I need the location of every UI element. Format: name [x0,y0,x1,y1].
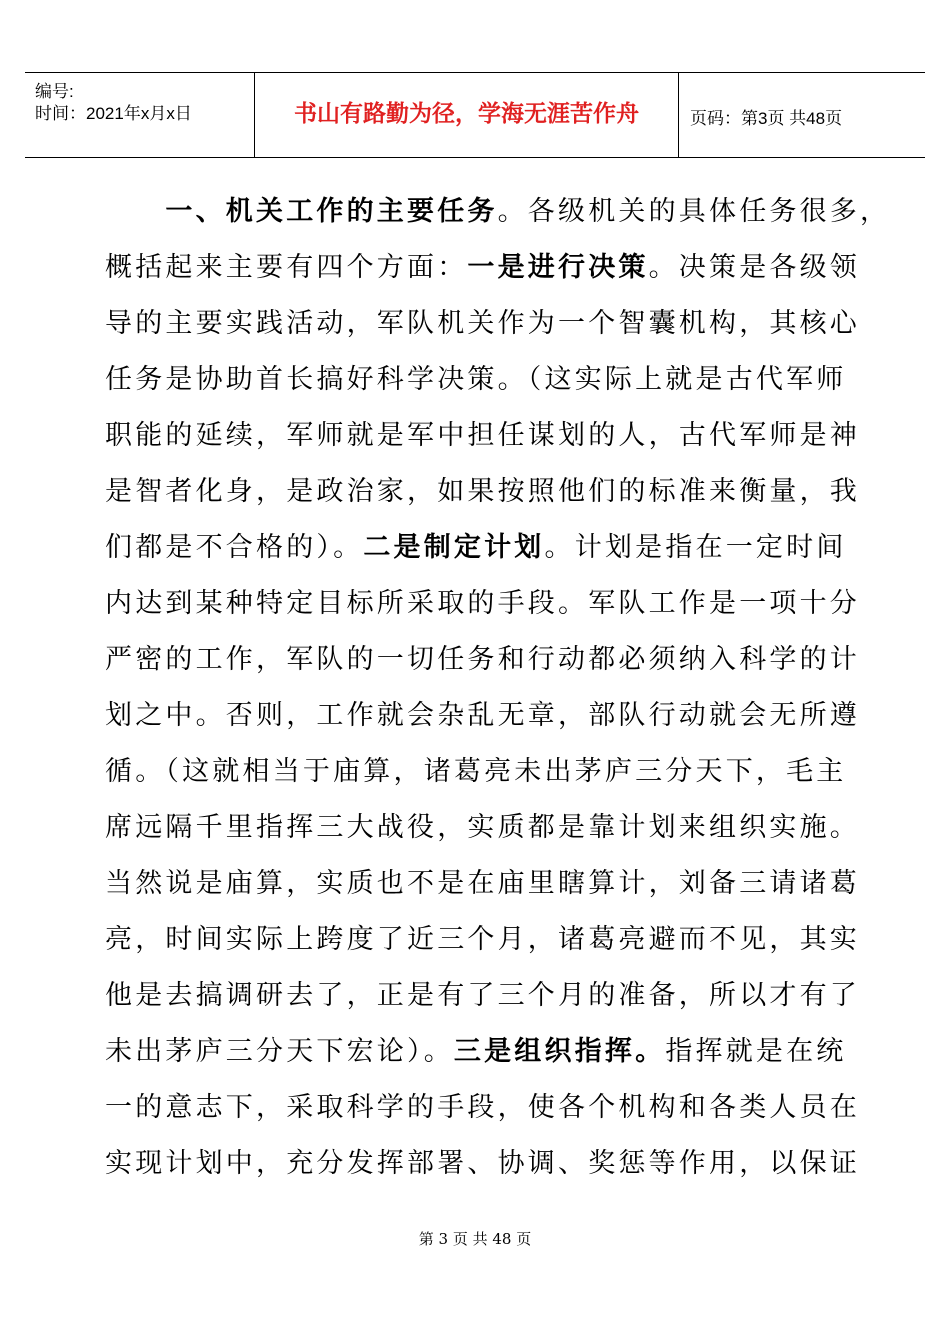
line-text: 职能的延续，军师就是军中担任谋划的人，古代军师是神 [105,420,860,451]
line-text: 导的主要实践活动，军队机关作为一个智囊机构，其核心 [105,308,860,339]
body-line [105,688,865,744]
body-line [105,184,891,240]
page-footer: 第 3 页 共 48 页 [418,1230,532,1248]
header-right-cell [678,73,925,157]
line-text: 未出茅庐三分天下宏论）。 [105,1036,454,1067]
body-line [105,912,865,968]
document-body [105,184,891,1192]
header-motto: 书山有路勤为径，学海无涯苦作舟 [294,101,639,127]
body-line [105,968,865,1024]
body-line [105,352,865,408]
line-text: 内达到某种特定目标所采取的手段。军队工作是一项十分 [105,588,860,619]
line-text [105,196,165,227]
line-text: 。计划是指在一定时间 [544,532,847,563]
line-text: 席远隔千里指挥三大战役，实质都是靠计划来组织实施。 [105,812,860,843]
line-text: 他是去搞调研去了，正是有了三个月的准备，所以才有了 [105,980,860,1011]
line-text: 指挥就是在统 [665,1036,847,1067]
body-line [105,1024,865,1080]
body-line [105,632,865,688]
line-text: 当然说是庙算，实质也不是在庙里瞎算计，刘备三请诸葛 [105,868,860,899]
line-text: 实现计划中，充分发挥部署、协调、奖惩等作用，以保证 [105,1148,860,1179]
body-line [105,744,865,800]
body-line [105,520,865,576]
line-text: 是智者化身，是政治家，如果按照他们的标准来衡量，我 [105,476,860,507]
line-text: 任务是协助首长搞好科学决策。（这实际上就是古代军师 [105,364,847,395]
body-line [105,408,865,464]
header-center-cell [254,73,679,157]
bold-heading: 一是进行决策 [467,252,649,283]
body-line [105,296,865,352]
body-line [105,800,865,856]
body-line [105,576,865,632]
body-line [105,240,865,296]
line-text: 概括起来主要有四个方面： [105,252,468,283]
line-text: 循。（这就相当于庙算，诸葛亮未出茅庐三分天下，毛主 [105,756,847,787]
line-text: 。各级机关的具体任务很多， [497,196,891,227]
bold-heading: 一、机关工作的主要任务 [165,196,498,227]
body-line [105,1136,865,1192]
body-line [105,856,865,912]
line-text: 们都是不合格的）。 [105,532,364,563]
line-text: 划之中。否则，工作就会杂乱无章，部队行动就会无所遵 [105,700,860,731]
body-line [105,464,865,520]
line-text: 亮，时间实际上跨度了近三个月，诸葛亮避而不见，其实 [105,924,860,955]
line-text: 一的意志下，采取科学的手段，使各个机构和各类人员在 [105,1092,860,1123]
line-text: 。决策是各级领 [648,252,861,283]
line-text: 严密的工作，军队的一切任务和行动都必须纳入科学的计 [105,644,860,675]
header-left-cell [25,73,253,157]
bold-heading: 三是组织指挥。 [453,1036,666,1067]
header-page-info: 页码：第3页 共48页 [690,109,843,128]
document-code-label: 编号: [35,82,74,101]
body-line [105,1080,865,1136]
bold-heading: 二是制定计划 [363,532,545,563]
page-header [25,72,925,158]
document-time-label: 时间：2021年x月x日 [35,104,192,123]
